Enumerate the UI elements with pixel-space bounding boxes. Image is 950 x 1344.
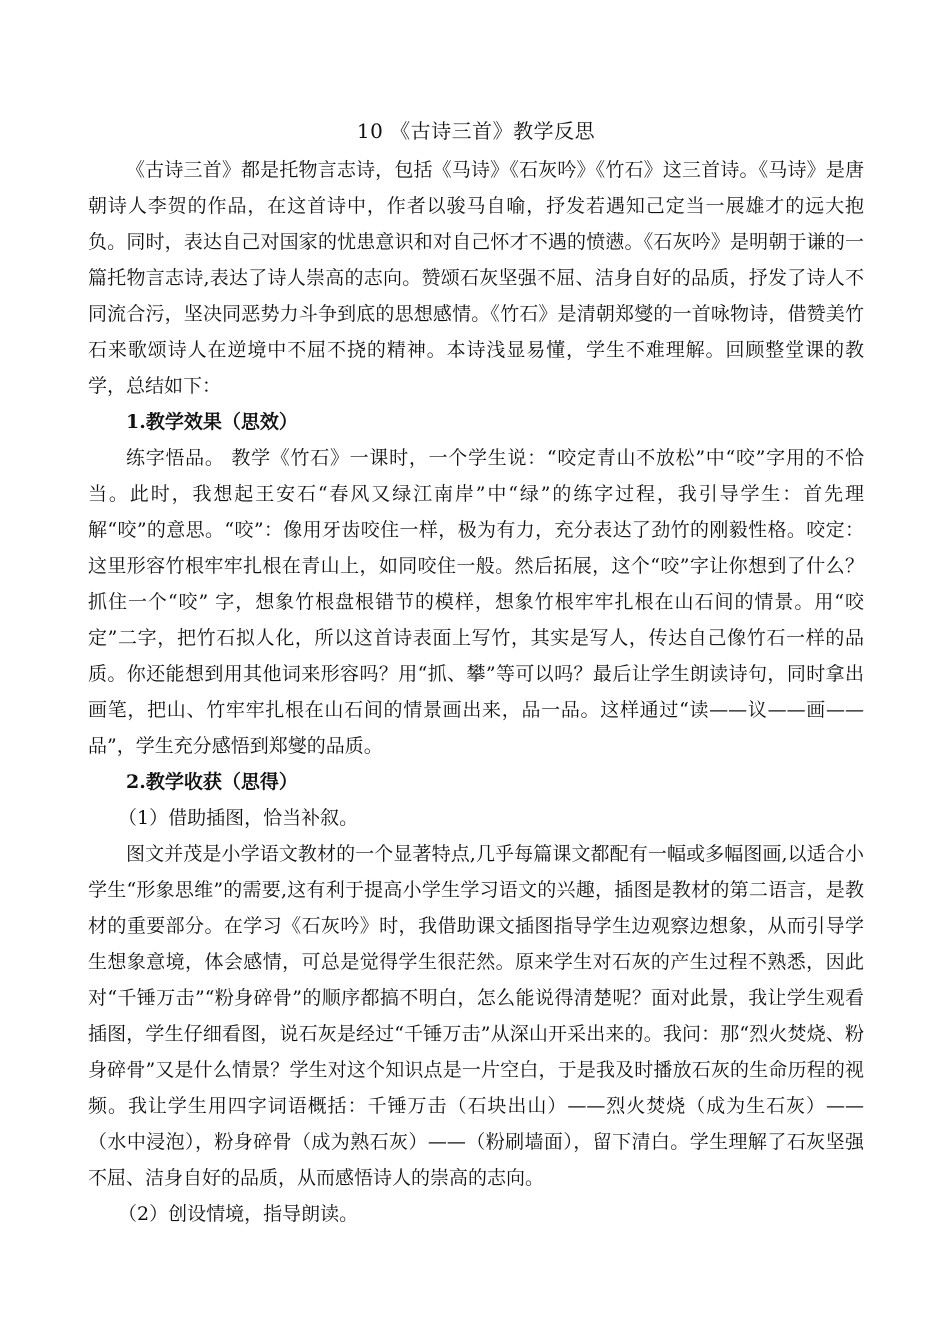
- section-heading-teaching-gains: 2.教学收获（思得）: [126, 771, 298, 793]
- document-page: [88, 112, 864, 1232]
- section-paragraph-teaching-effect: 练字悟品。 教学《竹石》一课时，一个学生说：“咬定青山不放松”中“咬”字用的不恰当。此时，我想起王安石“春风又绿江南岸”中“绿”的练字过程，我引导学生：首先理解“咬”的意思。“咬”：像用牙齿咬住一样，极为有力，充分表达了劲竹的刚毅性格。咬定：这里形容竹根牢牢扎根在青山上，如同咬住一般。然后拓展，这个“咬”字让你想到了什么？抓住一个“咬” 字，想象竹根盘根错节的模样，想象竹根牢牢扎根在山石间的情景。用“咬定”二字，把竹石拟人化，所以这首诗表面上写竹，其实是写人，传达自己像竹石一样的品质。你还能想到用其他词来形容吗？用“抓、攀”等可以吗？最后让学生朗读诗句，同时拿出画笔，把山、竹牢牢扎根在山石间的情景画出来，品一品。这样通过“读——议——画——品”，学生充分感悟到郑燮的品质。: [88, 447, 864, 757]
- intro-paragraph: 《古诗三首》都是托物言志诗，包括《马诗》《石灰吟》《竹石》这三首诗。《马诗》是唐朝诗人李贺的作品，在这首诗中，作者以骏马自喻，抒发若遇知己定当一展雄才的远大抱负。同时，表达自己对国家的忧患意识和对自己怀才不遇的愤懑。《石灰吟》是明朝于谦的一篇托物言志诗,表达了诗人崇高的志向。赞颂石灰坚强不屈、洁身自好的品质，抒发了诗人不同流合污，坚决同恶势力斗争到底的思想感情。《竹石》是清朝郑燮的一首咏物诗，借赞美竹石来歌颂诗人在逆境中不屈不挠的精神。本诗浅显易懂，学生不难理解。回顾整堂课的教学，总结如下：: [88, 159, 864, 397]
- section-heading-teaching-effect: 1.教学效果（思效）: [126, 411, 298, 433]
- document-title: 10 《古诗三首》教学反思: [356, 119, 596, 143]
- paragraph-illustrations: 图文并茂是小学语文教材的一个显著特点,几乎每篇课文都配有一幅或多幅图画,以适合小学生“形象思维”的需要,这有利于提高小学生学习语文的兴趣，插图是教材的第二语言，是教材的重要部分。在学习《石灰吟》时，我借助课文插图指导学生边观察边想象，从而引导学生想象意境，体会感情，可总是觉得学生很茫然。原来学生对石灰的产生过程不熟悉，因此对“千锤万击”“粉身碎骨”的顺序都搞不明白，怎么能说得清楚呢？面对此景，我让学生观看插图，学生仔细看图，说石灰是经过“千锤万击”从深山开采出来的。我问：那“烈火焚烧、粉身碎骨”又是什么情景？学生对这个知识点是一片空白，于是我及时播放石灰的生命历程的视频。我让学生用四字词语概括：千锤万击（石块出山）——烈火焚烧（成为生石灰）——（水中浸泡），粉身碎骨（成为熟石灰）——（粉刷墙面），留下清白。学生理解了石灰坚强不屈、洁身自好的品质，从而感悟诗人的崇高的志向。: [88, 843, 864, 1189]
- subheading-reading-guidance: （2）创设情境，指导朗读。: [118, 1203, 359, 1225]
- subheading-illustrations: （1）借助插图，恰当补叙。: [118, 807, 359, 829]
